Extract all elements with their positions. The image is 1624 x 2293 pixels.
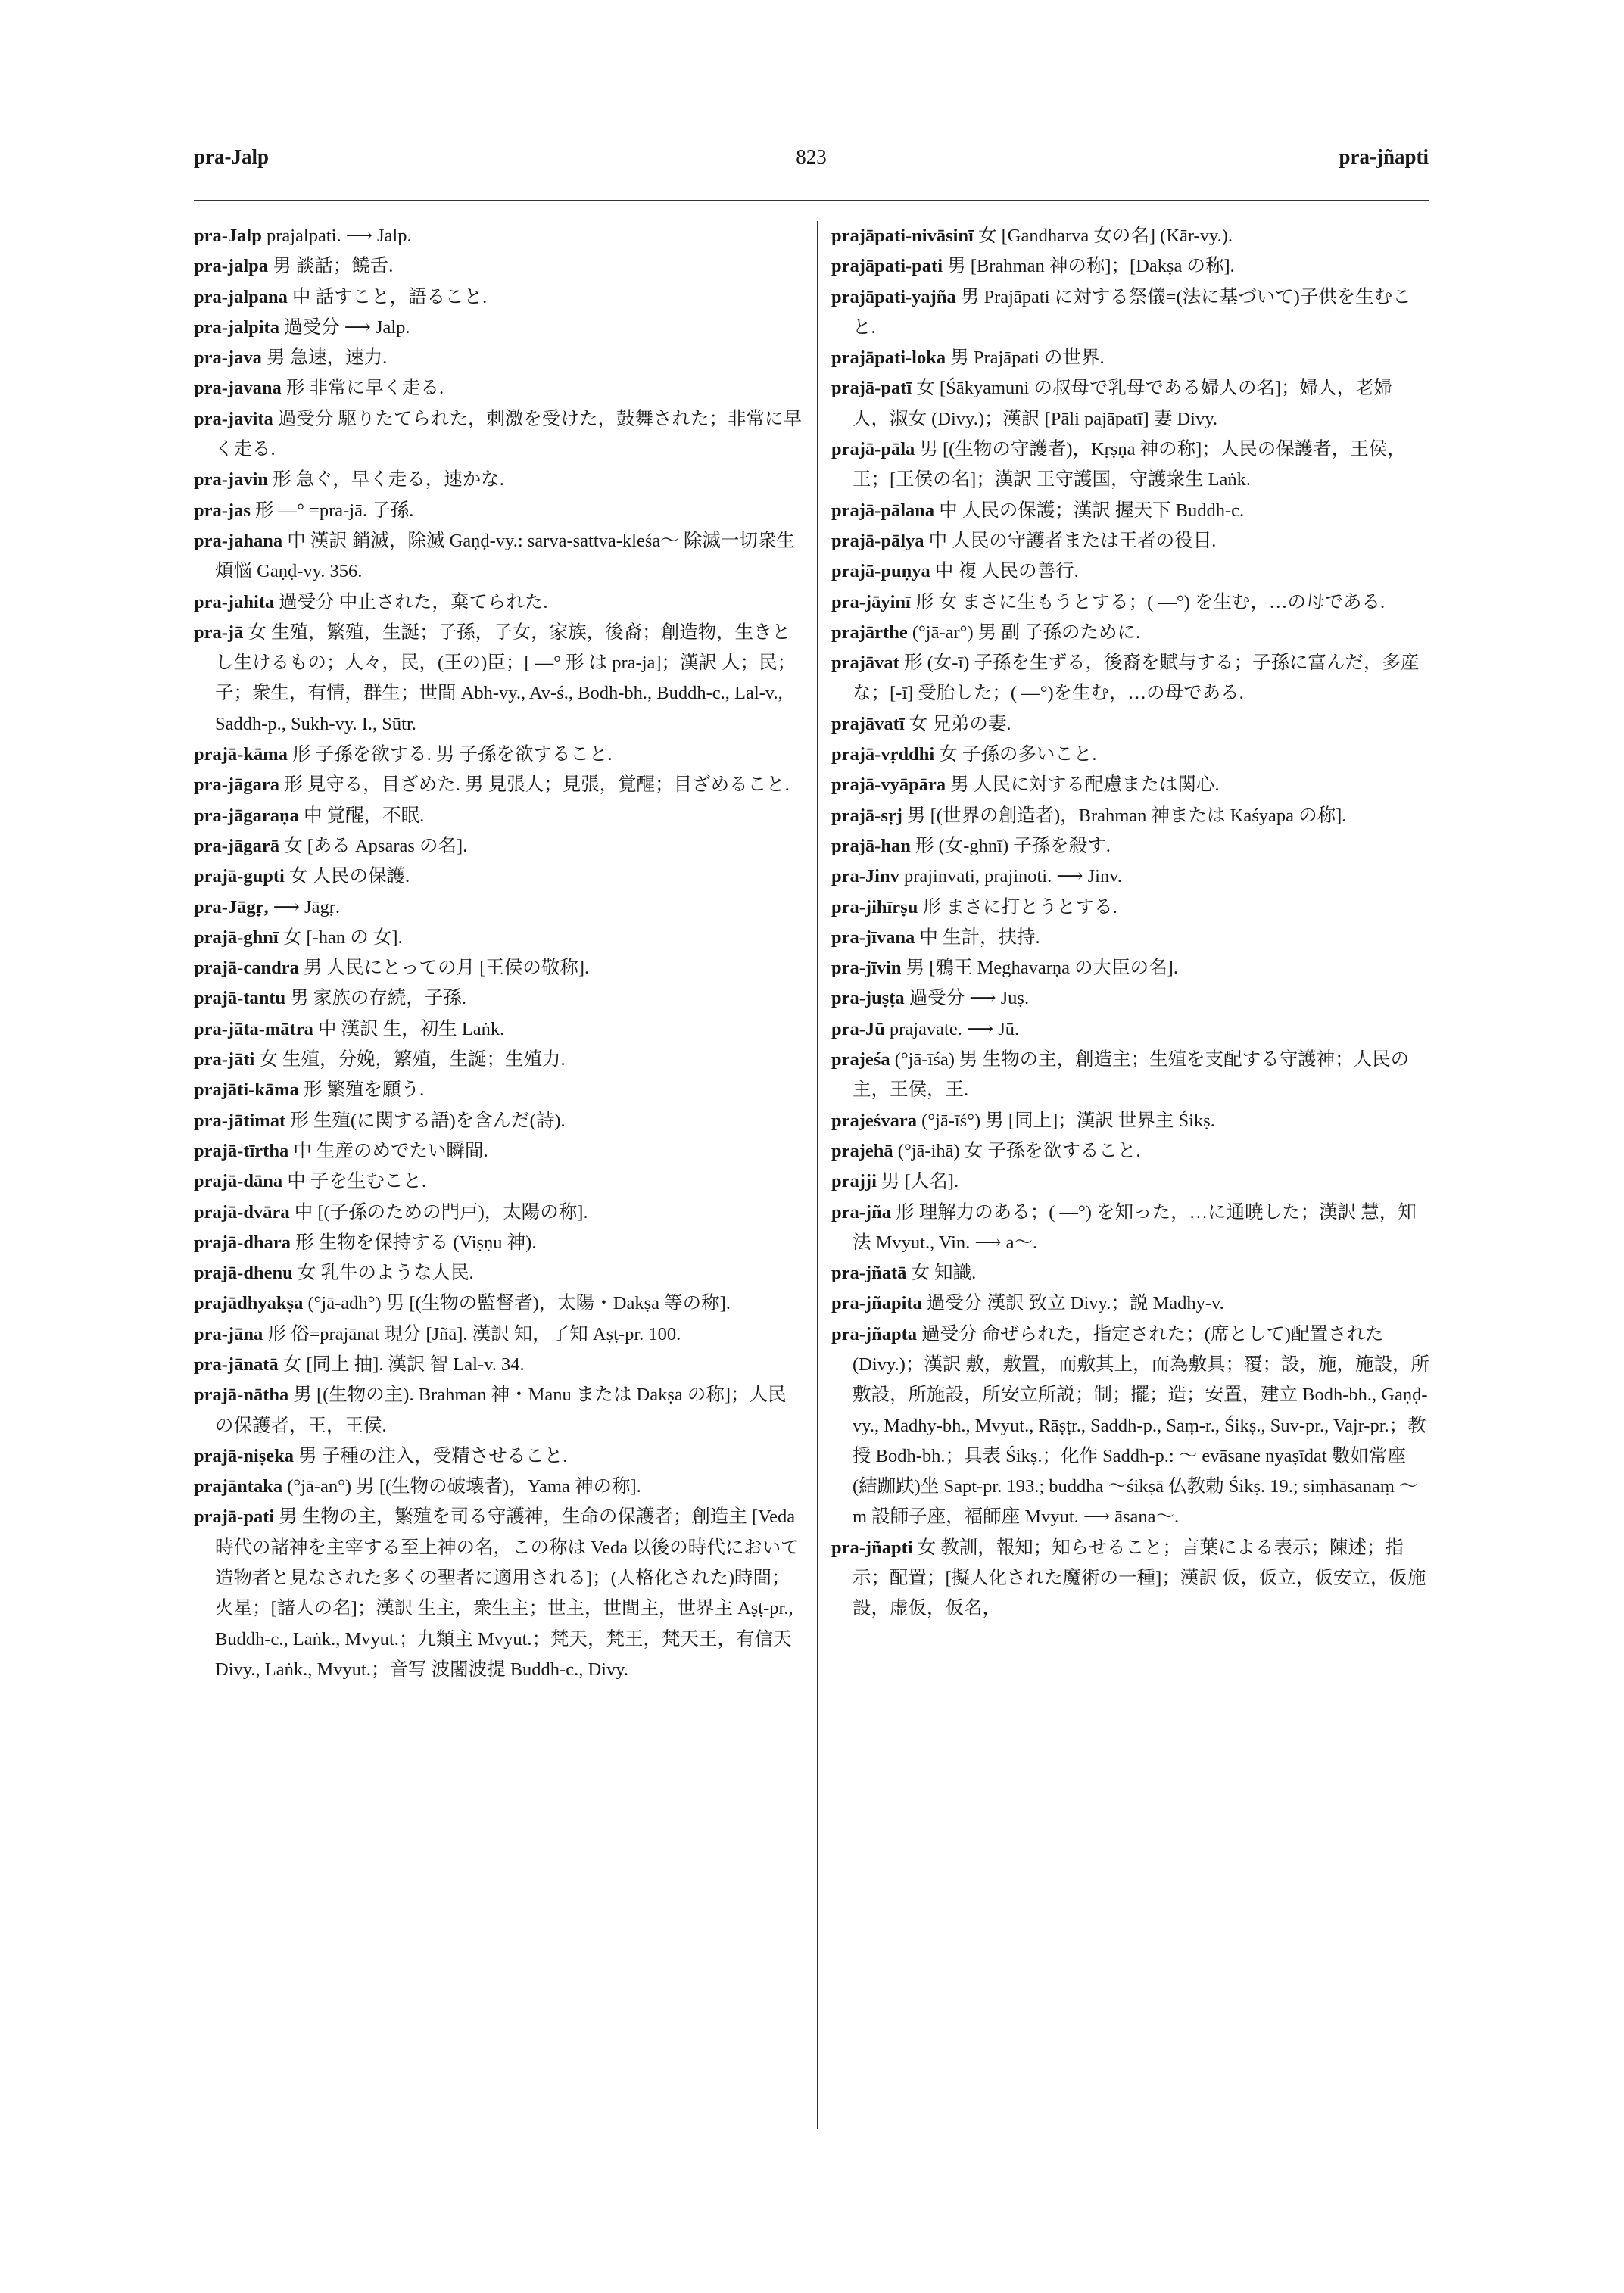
definition: 形 俗=prajānat 現分 [Jñā]. 漢訳 知，了知 Aṣṭ-pr. 100. [267, 1323, 681, 1344]
headword: pra-jīvin [831, 958, 902, 979]
headword: prajā-nātha [194, 1385, 289, 1406]
dictionary-entry [194, 618, 804, 740]
definition: 女 兄弟の妻. [909, 713, 1011, 734]
dictionary-entry [194, 373, 804, 403]
dictionary-entry [831, 496, 1429, 526]
headword: pra-jāta-mātra [194, 1018, 313, 1039]
dictionary-entry [194, 251, 804, 282]
headword: pra-jñapti [831, 1537, 913, 1558]
headword: prajā-tantu [194, 988, 286, 1009]
headword: prajā-pāla [831, 439, 915, 460]
definition: 形 (女-ghnī) 子孫を殺す. [915, 835, 1111, 856]
definition: 形 繁殖を願う. [303, 1080, 425, 1101]
headword: prajāvat [831, 653, 899, 674]
headword: prajā-han [831, 835, 911, 856]
dictionary-entry [831, 740, 1429, 770]
dictionary-entry [831, 923, 1429, 953]
definition: 中 複 人民の善行. [934, 561, 1079, 582]
dictionary-entry [831, 1014, 1429, 1045]
dictionary-entry [194, 1441, 804, 1472]
definition: 中 漢訳 銷滅，除滅 Gaṇḍ-vy.: sarva-sattva-kleśa～ 除滅一切衆生煩悩 Gaṇḍ-vy. 356. [215, 530, 795, 582]
headword: pra-jahita [194, 591, 275, 612]
definition: 男 家族の存続，子孫. [290, 988, 467, 1009]
headword: pra-jñapta [831, 1323, 917, 1344]
headword: pra-Jāgṛ, [194, 896, 269, 918]
definition: 中 生産のめでたい瞬間. [293, 1140, 488, 1161]
left-column [194, 221, 804, 1685]
dictionary-entry [194, 1380, 804, 1441]
headword: pra-jīvana [831, 927, 915, 948]
headword: prajā-patī [831, 378, 912, 399]
dictionary-entry [194, 343, 804, 373]
definition: 女 人民の保護. [288, 866, 410, 887]
definition: 過受分 中止された，棄てられた. [279, 591, 548, 612]
dictionary-entry [194, 587, 804, 618]
definition: 男 人民に対する配慮または関心. [950, 774, 1220, 796]
definition: 男 人民にとっての月 [王侯の敬称]. [303, 958, 590, 979]
headword: pra-java [194, 347, 262, 369]
definition: 女 [-han の 女]. [282, 927, 403, 948]
headword: pra-javin [194, 469, 268, 491]
headword: pra-jāti [194, 1049, 255, 1070]
dictionary-entry [831, 435, 1429, 496]
definition: 男 [Brahman 神の称]；[Dakṣa の称]. [947, 256, 1235, 277]
headword: prajāpati-nivāsinī [831, 226, 974, 246]
page-number: 823 [796, 145, 827, 168]
headword: prajā-sṛj [831, 805, 902, 826]
definition: 中 話すこと，語ること. [292, 286, 488, 307]
dictionary-entry [194, 1075, 804, 1105]
definition: prajavate. ⟶ Jū. [889, 1018, 1020, 1039]
dictionary-entry [194, 221, 804, 251]
right-guide-word: pra-jñapti [1339, 145, 1429, 168]
definition: (°jā-īśa) 男 生物の主，創造主；生殖を支配する守護神；人民の主，王侯，王. [853, 1049, 1410, 1101]
dictionary-entry [831, 1136, 1429, 1167]
headword: pra-javana [194, 378, 282, 399]
dictionary-entry [831, 1258, 1429, 1288]
dictionary-entry [831, 373, 1429, 435]
dictionary-entry [194, 465, 804, 495]
headword: pra-jāgaraṇa [194, 805, 299, 826]
dictionary-entry [831, 343, 1429, 373]
dictionary-entry [194, 1014, 804, 1045]
dictionary-entry [194, 983, 804, 1014]
headword: pra-jalpa [194, 256, 268, 277]
definition: 男 [鴉王 Meghavarṇa の大臣の名]. [906, 958, 1178, 979]
definition: 女 教訓，報知；知らせること；言葉による表示；陳述；指示；配置；[擬人化された魔術の一種]；漢訳 仮，仮立，仮安立，仮施設，虚仮，仮名， [853, 1537, 1426, 1619]
dictionary-entry [831, 526, 1429, 556]
definition: 形 生殖(に関する語)を含んだ(詩). [290, 1110, 566, 1131]
dictionary-entry [194, 1319, 804, 1350]
definition: 男 [人名]. [881, 1171, 959, 1192]
definition: prajalpati. ⟶ Jalp. [266, 226, 412, 246]
headword: prajāpati-loka [831, 347, 946, 369]
headword: prajā-vyāpāra [831, 774, 946, 796]
headword: prajāvatī [831, 713, 905, 734]
dictionary-entry [831, 1045, 1429, 1106]
definition: 女 生殖，分娩，繁殖，生誕；生殖力. [259, 1049, 566, 1070]
definition: 女 [同上 抽]. 漢訳 智 Lal-v. 34. [282, 1354, 525, 1375]
dictionary-entry [831, 221, 1429, 251]
headword: prajārthe [831, 622, 908, 643]
headword: prajeśa [831, 1049, 890, 1070]
definition: (°jā-ihā) 女 子孫を欲すること. [897, 1140, 1141, 1161]
dictionary-entry [194, 526, 804, 587]
dictionary-entry [194, 831, 804, 861]
headword: prajā-pati [194, 1506, 275, 1528]
dictionary-entry [194, 313, 804, 343]
running-header [194, 145, 1429, 183]
dictionary-entry [831, 831, 1429, 861]
headword: pra-jña [831, 1201, 891, 1223]
dictionary-entry [831, 953, 1429, 983]
headword: prajā-dāna [194, 1171, 283, 1192]
definition: 形 子孫を欲する. 男 子孫を欲すること. [291, 744, 613, 765]
headword: pra-jānatā [194, 1354, 279, 1375]
definition: 過受分 漢訳 致立 Divy.；説 Madhy-v. [926, 1293, 1224, 1314]
dictionary-entry [831, 1319, 1429, 1533]
dictionary-entry [831, 983, 1429, 1014]
dictionary-entry [831, 556, 1429, 587]
dictionary-entry [194, 893, 804, 923]
definition: 中 人民の守護者または王者の役目. [928, 530, 1217, 551]
definition: 形 非常に早く走る. [285, 378, 444, 399]
headword: pra-Jinv [831, 866, 899, 887]
headword: pra-jāyinī [831, 591, 911, 612]
dictionary-entry [194, 861, 804, 892]
headword: prajāpati-pati [831, 256, 943, 277]
definition: 女 乳牛のような人民. [297, 1263, 474, 1284]
dictionary-entry [194, 1198, 804, 1228]
definition: 形 見守る，目ざめた. 男 見張人；見張，覚醒；目ざめること. [284, 774, 790, 796]
dictionary-entry [194, 1106, 804, 1136]
headword: prajā-tīrtha [194, 1140, 289, 1161]
headword: prajāntaka [194, 1476, 283, 1497]
dictionary-entry [831, 1288, 1429, 1319]
definition: (°jā-an°) 男 [(生物の破壊者)，Yama 神の称]. [287, 1476, 641, 1497]
dictionary-entry [194, 770, 804, 800]
headword: prajā-dhara [194, 1232, 291, 1253]
definition: 男 生物の主，繁殖を司る守護神，生命の保護者；創造主 [Veda 時代の諸神を主宰する至上神の名，この称は Veda 以後の時代において造物者と見なされた多くの聖者に適用される]；(人格化された)時間；火星；[諸人の名]；漢訳 生主，衆生主；世主，世間主，世界主 Aṣṭ-pr., Buddh-c., Laṅk., Mvyut.；九類主 Mvyut.；梵天，梵王，梵天王，有信天 Divy., Laṅk., Mvyut.；音写 波闍波提 Buddh-c., Divy. [215, 1506, 800, 1680]
headword: pra-jñapita [831, 1293, 922, 1314]
headword: prajeśvara [831, 1110, 917, 1131]
definition: 形 (女-ī) 子孫を生ずる，後裔を賦与する；子孫に富んだ，多産な；[-ī] 受胎した；( —°)を生む，…の母である. [853, 653, 1420, 704]
headword: prajā-ghnī [194, 927, 279, 948]
headword: prajā-puṇya [831, 561, 930, 582]
definition: (°jā-ar°) 男 副 子孫のために. [912, 622, 1141, 643]
dictionary-entry [831, 709, 1429, 740]
definition: 男 子種の注入，受精させること. [298, 1445, 568, 1466]
dictionary-entry [831, 893, 1429, 923]
definition: 男 [(生物の主). Brahman 神・Manu または Dakṣa の称]；人民の保護者，王，王侯. [215, 1385, 787, 1436]
dictionary-entry [194, 282, 804, 313]
definition: 中 漢訳 生，初生 Laṅk. [317, 1018, 505, 1039]
definition: 形 まさに打とうとする. [922, 896, 1117, 918]
dictionary-entry [831, 251, 1429, 282]
definition: 女 子孫の多いこと. [939, 744, 1097, 765]
dictionary-entry [194, 801, 804, 831]
definition: 形 生物を保持する (Viṣṇu 神). [295, 1232, 537, 1253]
headword: prajā-candra [194, 958, 299, 979]
definition: (°jā-īś°) 男 [同上]；漢訳 世界主 Śikṣ. [921, 1110, 1215, 1131]
definition: 形 女 まさに生もうとする；( —°) を生む，…の母である. [915, 591, 1386, 612]
definition: 男 Prajāpati の世界. [950, 347, 1105, 369]
headword: prajāpati-yajña [831, 286, 956, 307]
definition: 男 [(生物の守護者)，Kṛṣṇa 神の称]；人民の保護者，王侯，王；[王侯の名]；漢訳 王守護国，守護衆生 Laṅk. [853, 439, 1406, 491]
dictionary-entry [831, 801, 1429, 831]
definition: 中 覚醒，不眠. [303, 805, 425, 826]
headword: pra-Jalp [194, 226, 262, 246]
definition: prajinvati, prajinoti. ⟶ Jinv. [903, 866, 1122, 887]
definition: 中 子を生むこと. [287, 1171, 426, 1192]
headword: prajāti-kāma [194, 1080, 299, 1101]
dictionary-entry [194, 404, 804, 466]
definition: 女 生殖，繁殖，生誕；子孫，子女，家族，後裔；創造物，生きとし生けるもの；人々，民，(王の)臣；[ —° 形 は pra-ja]；漢訳 人；民；子；衆生，有情，群生；世間 Abh-vy., Av-ś., Bodh-bh., Buddh-c., Lal-v., Saddh-p., Sukh-vy. I., Sūtr. [215, 622, 796, 734]
headword: pra-jahana [194, 530, 283, 551]
headword: prajādhyakṣa [194, 1293, 304, 1314]
headword: prajā-kāma [194, 744, 288, 765]
headword: pra-jāna [194, 1323, 263, 1344]
headword: pra-jāgara [194, 774, 279, 796]
headword: prajā-vṛddhi [831, 744, 935, 765]
headword: pra-jātimat [194, 1110, 286, 1131]
headword: prajā-gupti [194, 866, 285, 887]
headword: pra-juṣṭa [831, 988, 905, 1009]
headword: pra-Jū [831, 1018, 885, 1039]
dictionary-entry [194, 1258, 804, 1288]
definition: 女 知識. [911, 1263, 977, 1284]
definition: ⟶ Jāgṛ. [273, 896, 340, 918]
definition: 女 [Gandharva 女の名] (Kār-vy.). [978, 226, 1233, 246]
headword: pra-jihīrṣu [831, 896, 918, 918]
definition: 女 [Śākyamuni の叔母で乳母である婦人の名]；婦人，老婦人，淑女 (Divy.)；漢訳 [Pāli pajāpatī] 妻 Divy. [853, 378, 1393, 429]
definition: 男 [(世界の創造者)，Brahman 神または Kaśyapa の称]. [907, 805, 1347, 826]
headword: prajā-dvāra [194, 1201, 290, 1223]
headword: pra-jñatā [831, 1263, 907, 1284]
definition: 中 生計，扶持. [919, 927, 1040, 948]
dictionary-entry [831, 1167, 1429, 1197]
dictionary-entry [194, 1136, 804, 1167]
dictionary-entry [194, 1167, 804, 1197]
definition: 形 急ぐ，早く走る，速かな. [273, 469, 504, 491]
definition: 過受分 命ぜられた，指定された；(席として)配置された (Divy.)；漢訳 敷，敷置，而敷其上，而為敷具；覆；設，施，施設，所敷設，所施設，所安立所説；制；擺；造；安置，建立 Bodh-bh., Gaṇḍ-vy., Madhy-bh., Mvyut., Rāṣṭr., Saddh-p., Saṃ-r., Śikṣ., Suv-pr., Vajr-pr.；教授 Bodh-bh.；具表 Śikṣ.；化作 Saddh-p.: ～ evāsane nyaṣīdat 數如常座(結跏趺)坐 Sapt-pr. 193.; buddha ～śikṣā 仏教勅 Śikṣ. 19.; siṃhāsanaṃ ～m 設師子座，褔師座 Mvyut. ⟶ āsana～. [853, 1323, 1429, 1528]
headword: prajā-pālana [831, 500, 935, 521]
headword: prajā-pālya [831, 530, 924, 551]
definition: 女 [ある Apsaras の名]. [284, 835, 468, 856]
definition: 過受分 駆りたてられた，刺激を受けた，鼓舞された；非常に早く走る. [215, 408, 803, 460]
headword: prajehā [831, 1140, 893, 1161]
headword: pra-jāgarā [194, 835, 279, 856]
header-rule [194, 200, 1429, 201]
definition: 中 人民の保護；漢訳 握天下 Buddh-c. [939, 500, 1245, 521]
left-guide-word: pra-Jalp [194, 145, 270, 168]
dictionary-entry [194, 1472, 804, 1502]
definition: 男 Prajāpati に対する祭儀=(法に基づいて)子供を生むこと. [853, 286, 1411, 338]
definition: 過受分 ⟶ Juṣ. [909, 988, 1030, 1009]
dictionary-entry [831, 648, 1429, 709]
dictionary-entry [194, 496, 804, 526]
dictionary-entry [831, 1198, 1429, 1259]
definition: 中 [(子孫のための門戸)，太陽の称]. [294, 1201, 588, 1223]
definition: 男 談話；饒舌. [273, 256, 394, 277]
headword: pra-jā [194, 622, 244, 643]
dictionary-entry [831, 618, 1429, 648]
headword: prajji [831, 1171, 877, 1192]
dictionary-entry [831, 770, 1429, 800]
dictionary-entry [831, 861, 1429, 892]
definition: (°jā-adh°) 男 [(生物の監督者)，太陽・Dakṣa 等の称]. [307, 1293, 731, 1314]
dictionary-entry [194, 1502, 804, 1685]
dictionary-entry [831, 1106, 1429, 1136]
headword: pra-javita [194, 408, 273, 429]
headword: pra-jas [194, 500, 251, 521]
headword: prajā-dhenu [194, 1263, 293, 1284]
dictionary-entry [194, 923, 804, 953]
right-column [831, 221, 1429, 1625]
dictionary-entry [831, 282, 1429, 344]
dictionary-entry [194, 1350, 804, 1380]
dictionary-entry [194, 1228, 804, 1258]
headword: prajā-niṣeka [194, 1445, 295, 1466]
dictionary-entry [194, 740, 804, 770]
dictionary-entry [194, 1288, 804, 1319]
definition: 形 理解力のある；( —°) を知った，…に通暁した；漢訳 慧，知法 Mvyut., Vin. ⟶ a～. [853, 1201, 1417, 1253]
headword: pra-jalpita [194, 316, 279, 338]
dictionary-entry [831, 1533, 1429, 1625]
dictionary-entry [194, 953, 804, 983]
definition: 過受分 ⟶ Jalp. [284, 316, 410, 338]
definition: 男 急速，速力. [266, 347, 388, 369]
column-divider [817, 221, 818, 2129]
headword: pra-jalpana [194, 286, 288, 307]
dictionary-entry [831, 587, 1429, 618]
dictionary-entry [194, 1045, 804, 1075]
definition: 形 —° =pra-jā. 子孫. [254, 500, 414, 521]
